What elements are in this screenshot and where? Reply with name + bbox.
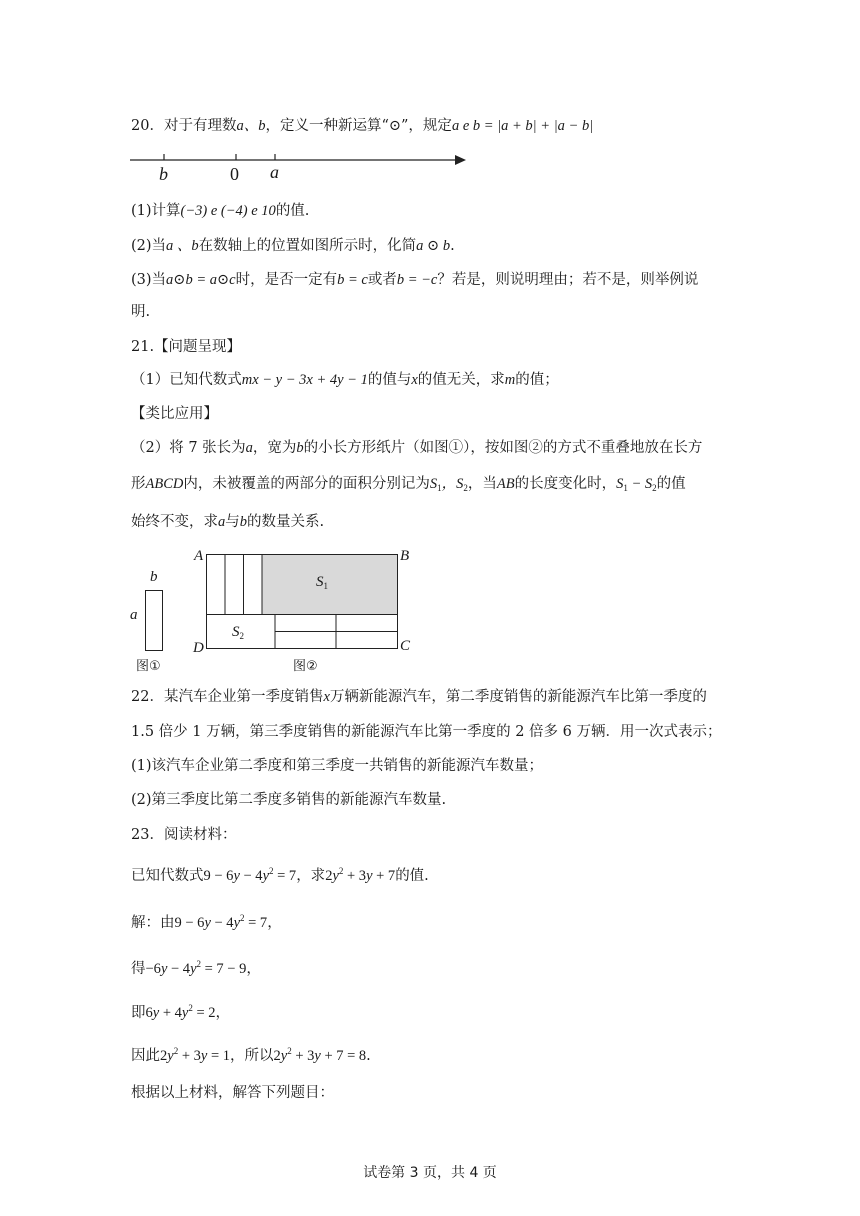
- fig2-s1-letter: S: [316, 574, 324, 590]
- q23-instruction: 根据以上材料，解答下列题目：: [131, 1085, 334, 1101]
- q20-p2-mid: 在数轴上的位置如图所示时，化简: [198, 238, 417, 254]
- q22-part1: (1)该汽车企业第二季度和第三季度一共销售的新能源汽车数量；: [131, 758, 544, 774]
- q20-p2-suffix: .: [450, 238, 455, 254]
- q21-var-a: a: [245, 440, 253, 456]
- fig2-label-B: B: [400, 548, 410, 564]
- q21-p2-l3-c: 的数量关系.: [247, 514, 325, 530]
- q23-comma3: ，: [215, 1005, 230, 1021]
- fig2-label-D: D: [193, 640, 204, 656]
- q20-title: [131, 116, 593, 136]
- fig2-s2-sub: 2: [239, 631, 244, 641]
- q20-formula: a e b = |a + b| + |a − b|: [451, 118, 594, 134]
- q21-p1-mid: 的值与: [367, 372, 412, 388]
- q21-p2-l3-a: 始终不变，求: [131, 514, 218, 530]
- q20-p2-prefix: (2)当: [131, 238, 167, 254]
- q23-given-c: 的值.: [395, 868, 429, 884]
- q20-part3: [131, 270, 698, 290]
- q23-step3-a: 即: [131, 1005, 146, 1021]
- q23-given-a: 已知代数式: [131, 868, 204, 884]
- q21-s1s2: $S_1$，$S_2$: [429, 476, 468, 493]
- q21-p2-l1-c: 的小长方形纸片（如图①），按如图②的方式不重叠地放在长方: [303, 440, 703, 456]
- q21-title: 21.【问题呈现】: [131, 339, 242, 355]
- q21-p2-l2-b: 内，未被覆盖的两部分的面积分别记为: [183, 476, 430, 492]
- q20-part3-cont: 明.: [131, 304, 151, 320]
- q21-ab: AB: [496, 476, 515, 492]
- q20-p3-mid1: 时，是否一定有: [235, 272, 338, 288]
- q22-var-x: x: [323, 689, 330, 705]
- q21-p1-var2: m: [504, 372, 516, 388]
- fig1-label-b: b: [150, 569, 158, 585]
- q21-p1-suffix: 的值无关，求: [417, 372, 505, 388]
- q20-p3-expr2: b = c: [337, 272, 368, 288]
- q23-comma1: ，: [267, 915, 282, 931]
- q21-p1-end: 的值；: [515, 372, 559, 388]
- q21-section: 【类比应用】: [131, 406, 218, 422]
- fig2-label-A: A: [194, 548, 204, 564]
- q20-title-vars: a、b: [236, 118, 266, 134]
- q21-p2-l2-a: 形: [131, 476, 146, 492]
- q20-part1: [131, 201, 309, 221]
- q21-var-b: b: [296, 440, 304, 456]
- q20-part2: [131, 236, 455, 256]
- fig2-label-s1: [316, 574, 328, 591]
- q23-given-b: ，求: [296, 868, 326, 884]
- q22-line1: [131, 687, 707, 707]
- q22-line2: 1.5 倍少 1 万辆，第三季度销售的新能源汽车比第一季度的 2 倍多 6 万辆．用一次式表示；: [131, 724, 722, 740]
- fig1-caption: 图①: [136, 659, 161, 674]
- q23-given: [131, 861, 429, 886]
- number-line: [130, 148, 470, 188]
- q21-p2-l2-e: 的值: [656, 476, 686, 492]
- q21-p1-prefix: （1）已知代数式: [131, 372, 242, 388]
- q20-title-text: 20．对于有理数: [131, 118, 237, 134]
- q23-step4-a: 因此: [131, 1048, 160, 1064]
- q20-p1-prefix: (1)计算: [131, 203, 181, 219]
- q23-eq-step4b: $2y^2 + 3y + 7 = 8$: [273, 1046, 367, 1064]
- q21-p2-l3-b: 与: [225, 514, 240, 530]
- q21-p2-l1-a: （2）将 7 张长为: [131, 440, 246, 456]
- q21-var-a2: a: [218, 514, 226, 530]
- q20-p3-suffix: ？若是，则说明理由；若不是，则举例说: [437, 272, 699, 288]
- q23-solution-step1: [131, 908, 282, 933]
- q20-title-mid: ，定义一种新运算“⊙”，规定: [265, 118, 452, 134]
- q21-part2-line2: [131, 474, 686, 498]
- q23-eq-step4a: $2y^2 + 3y = 1$: [160, 1046, 230, 1064]
- q21-part1: [131, 370, 559, 390]
- q20-p1-suffix: 的值.: [275, 203, 310, 219]
- q23-solution-step2: [131, 954, 261, 979]
- q23-title: 23．阅读材料：: [131, 827, 237, 843]
- q21-var-b2: b: [239, 514, 247, 530]
- q20-p3-mid2: 或者: [367, 272, 397, 288]
- q23-eq-given: $9 - 6y - 4y^2 = 7$: [203, 866, 297, 884]
- numberline-label-a: a: [270, 162, 279, 182]
- q20-p3-expr3: b = −c: [396, 272, 438, 288]
- page-footer: 试卷第 3 页，共 4 页: [363, 1165, 497, 1181]
- q23-step2-a: 得: [131, 961, 146, 977]
- q23-period: .: [366, 1048, 371, 1064]
- fig2-s1-sub: 1: [323, 581, 328, 591]
- q22-l1-b: 万辆新能源汽车，第二季度销售的新能源汽车比第一季度的: [329, 689, 707, 705]
- q20-p1-expr: (−3) e (−4) e 10: [180, 203, 276, 219]
- fig2-label-s2: [232, 624, 244, 641]
- q20-p2-vars: a 、b: [166, 238, 199, 254]
- q21-p2-l2-d: 的长度变化时，: [514, 476, 617, 492]
- fig2-caption: 图②: [293, 659, 318, 674]
- figure-1-rectangle: [145, 590, 165, 652]
- q22-l1-a: 22．某汽车企业第一季度销售: [131, 689, 324, 705]
- q23-comma2: ，: [246, 961, 261, 977]
- q20-p3-prefix: (3)当: [131, 272, 167, 288]
- fig2-s2-letter: S: [232, 624, 240, 640]
- numberline-label-b: b: [159, 164, 168, 184]
- q23-step4-b: ，所以: [230, 1048, 274, 1064]
- q21-part2-line3: [131, 512, 324, 532]
- q23-target-expr: $2y^2 + 3y + 7$: [325, 866, 396, 884]
- fig1-label-a: a: [130, 607, 138, 623]
- q21-p1-expr: mx − y − 3x + 4y − 1: [241, 372, 368, 388]
- q21-p2-l1-b: ，宽为: [252, 440, 297, 456]
- q22-part2: (2)第三季度比第二季度多销售的新能源汽车数量.: [131, 792, 447, 808]
- numberline-label-zero: 0: [230, 164, 239, 184]
- q23-solution-step3: [131, 998, 230, 1023]
- q21-s1-minus-s2: $S_1 - S_2$: [616, 476, 657, 493]
- q21-p1-var: x: [411, 372, 418, 388]
- q20-p2-expr: a ⊙ b: [416, 238, 451, 254]
- q21-part2-line1: [131, 438, 702, 458]
- q23-solution-step4: [131, 1041, 371, 1066]
- q23-sol-a: 解：由: [131, 915, 175, 931]
- q20-p3-expr1: a⊙b = a⊙c: [166, 272, 236, 288]
- q21-p2-l2-c: ，当: [467, 476, 497, 492]
- fig2-label-C: C: [400, 638, 411, 654]
- q23-eq-step2: $-6y - 4y^2 = 7 - 9$: [145, 959, 247, 977]
- q23-eq-step1: $9 - 6y - 4y^2 = 7$: [174, 913, 268, 931]
- q21-abcd: ABCD: [145, 476, 184, 492]
- q23-eq-step3: $6y + 4y^2 = 2$: [145, 1003, 216, 1021]
